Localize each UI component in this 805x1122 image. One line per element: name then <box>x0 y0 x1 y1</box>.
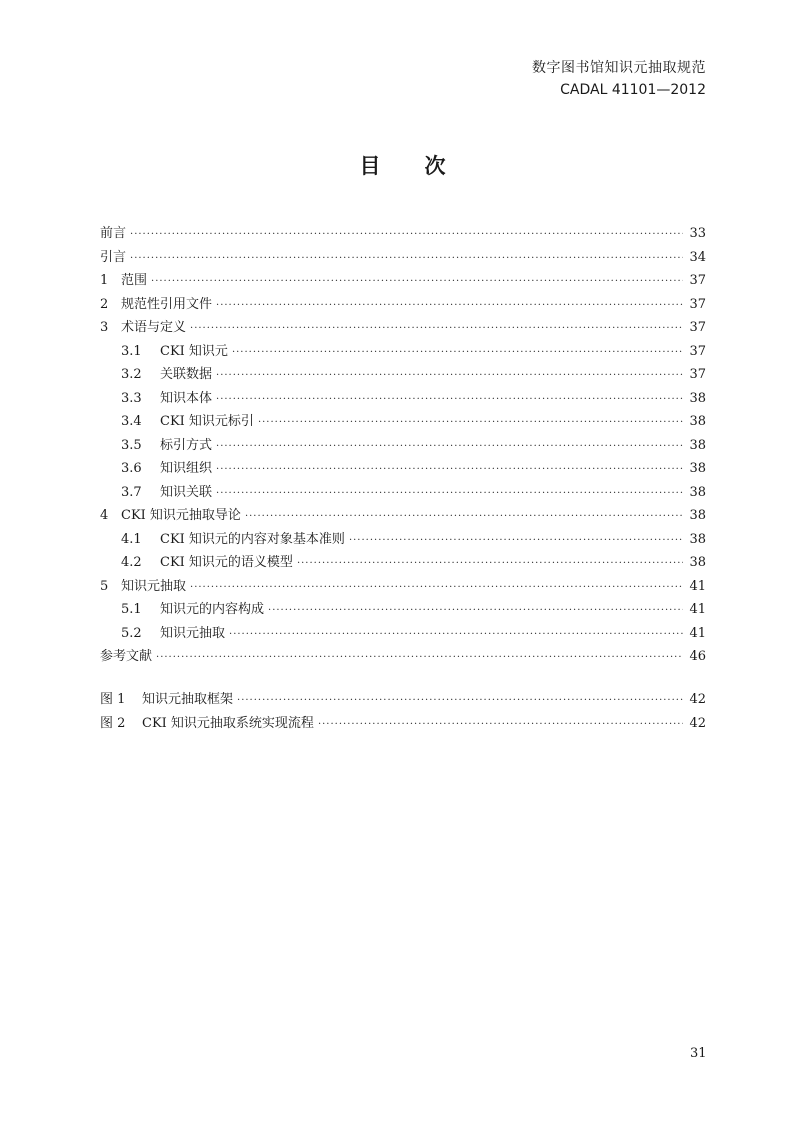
dot-leader <box>237 689 683 713</box>
entry-number: 1 <box>100 273 109 288</box>
entry-page: 38 <box>689 508 706 523</box>
entry-page: 46 <box>689 649 706 664</box>
entry-title: CKI 知识元标引 <box>160 414 254 429</box>
entry-title: CKI 知识元抽取导论 <box>121 508 241 523</box>
entry-title: 术语与定义 <box>121 320 187 335</box>
dot-leader <box>258 411 684 435</box>
entry-page: 38 <box>689 437 706 453</box>
toc-entry[interactable] <box>100 504 706 528</box>
toc-entry[interactable] <box>100 363 706 387</box>
toc-entry[interactable] <box>100 551 706 575</box>
header-title: 数字图书馆知识元抽取规范 <box>532 60 706 76</box>
entry-page: 38 <box>689 390 706 406</box>
dot-leader <box>151 270 683 294</box>
toc-entry[interactable] <box>100 434 706 458</box>
entry-number: 2 <box>100 296 109 312</box>
toc-entry[interactable] <box>100 575 706 599</box>
entry-page: 37 <box>689 296 706 312</box>
entry-page: 34 <box>689 249 706 265</box>
entry-page: 41 <box>689 578 706 594</box>
page-number: 31 <box>690 1046 707 1061</box>
toc-entry[interactable] <box>100 688 706 712</box>
title-char: 目 <box>359 154 381 178</box>
dot-leader <box>318 713 684 737</box>
toc-entry[interactable] <box>100 316 706 340</box>
entry-title: 参考文献 <box>100 649 153 664</box>
dot-leader <box>245 505 684 529</box>
toc-entry[interactable] <box>100 622 706 646</box>
toc-entry[interactable] <box>100 293 706 317</box>
entry-title: CKI 知识元抽取系统实现流程 <box>142 715 314 731</box>
entry-number: 5.2 <box>121 625 142 641</box>
dot-leader <box>130 247 683 271</box>
entry-title: 标引方式 <box>160 437 213 453</box>
entry-title: 关联数据 <box>160 367 213 382</box>
entry-title: 知识组织 <box>160 461 213 476</box>
toc-entry[interactable] <box>100 387 706 411</box>
title-char: 次 <box>424 154 446 178</box>
toc-entry[interactable] <box>100 269 706 293</box>
entry-page: 38 <box>689 555 706 570</box>
entry-title: CKI 知识元的语义模型 <box>160 555 293 570</box>
entry-number: 5.1 <box>121 602 142 617</box>
entry-title: 范围 <box>121 273 148 288</box>
entry-number: 3.3 <box>121 390 142 406</box>
entry-number: 图 1 <box>100 692 126 707</box>
entry-page: 42 <box>689 715 706 731</box>
toc-entry[interactable] <box>100 340 706 364</box>
toc-entry[interactable] <box>100 528 706 552</box>
entry-title: 知识本体 <box>160 390 213 406</box>
dot-leader <box>216 458 683 482</box>
dot-leader <box>156 646 683 670</box>
header-code: CADAL 41101—2012 <box>560 82 706 98</box>
dot-leader <box>190 576 683 600</box>
entry-title: 知识元的内容构成 <box>160 602 265 617</box>
dot-leader <box>216 482 683 506</box>
entry-title: 知识元抽取 <box>160 625 226 641</box>
entry-title: 知识关联 <box>160 484 213 500</box>
entry-number: 3.6 <box>121 461 142 476</box>
toc-entry[interactable] <box>100 598 706 622</box>
entry-number: 3.1 <box>121 343 142 359</box>
dot-leader <box>268 599 683 623</box>
entry-page: 38 <box>689 531 706 547</box>
entry-page: 41 <box>689 602 706 617</box>
entry-page: 38 <box>689 484 706 500</box>
toc-entry[interactable] <box>100 712 706 736</box>
entry-title: 知识元抽取框架 <box>142 692 234 707</box>
entry-number: 3.5 <box>121 437 142 453</box>
entry-number: 3.2 <box>121 367 142 382</box>
entry-number: 4.2 <box>121 555 142 570</box>
entry-page: 37 <box>689 320 706 335</box>
entry-number: 3 <box>100 320 109 335</box>
toc-entry[interactable] <box>100 645 706 669</box>
entry-page: 33 <box>689 226 706 241</box>
table-of-contents <box>100 222 706 669</box>
entry-number: 3.4 <box>121 414 142 429</box>
dot-leader <box>349 529 684 553</box>
entry-page: 42 <box>689 692 706 707</box>
dot-leader <box>297 552 684 576</box>
dot-leader <box>216 294 683 318</box>
entry-page: 37 <box>689 367 706 382</box>
entry-title: CKI 知识元 <box>160 343 228 359</box>
entry-title: 知识元抽取 <box>121 578 187 594</box>
page-title <box>0 150 805 180</box>
entry-number: 图 2 <box>100 715 126 731</box>
toc-entry[interactable] <box>100 481 706 505</box>
entry-title: 前言 <box>100 226 127 241</box>
toc-entry[interactable] <box>100 246 706 270</box>
toc-entry[interactable] <box>100 222 706 246</box>
toc-entry[interactable] <box>100 457 706 481</box>
dot-leader <box>232 341 684 365</box>
entry-number: 3.7 <box>121 484 142 500</box>
dot-leader <box>190 317 683 341</box>
dot-leader <box>130 223 683 247</box>
entry-page: 37 <box>689 343 706 359</box>
dot-leader <box>216 364 683 388</box>
entry-number: 5 <box>100 578 109 594</box>
entry-page: 38 <box>689 414 706 429</box>
entry-page: 41 <box>689 625 706 641</box>
entry-number: 4.1 <box>121 531 142 547</box>
toc-entry[interactable] <box>100 410 706 434</box>
entry-number: 4 <box>100 508 109 523</box>
dot-leader <box>216 435 683 459</box>
entry-page: 38 <box>689 461 706 476</box>
entry-page: 37 <box>689 273 706 288</box>
entry-title: 规范性引用文件 <box>121 296 213 312</box>
entry-title: CKI 知识元的内容对象基本准则 <box>160 531 345 547</box>
entry-title: 引言 <box>100 249 127 265</box>
figure-list <box>100 688 706 735</box>
dot-leader <box>229 623 683 647</box>
dot-leader <box>216 388 683 412</box>
